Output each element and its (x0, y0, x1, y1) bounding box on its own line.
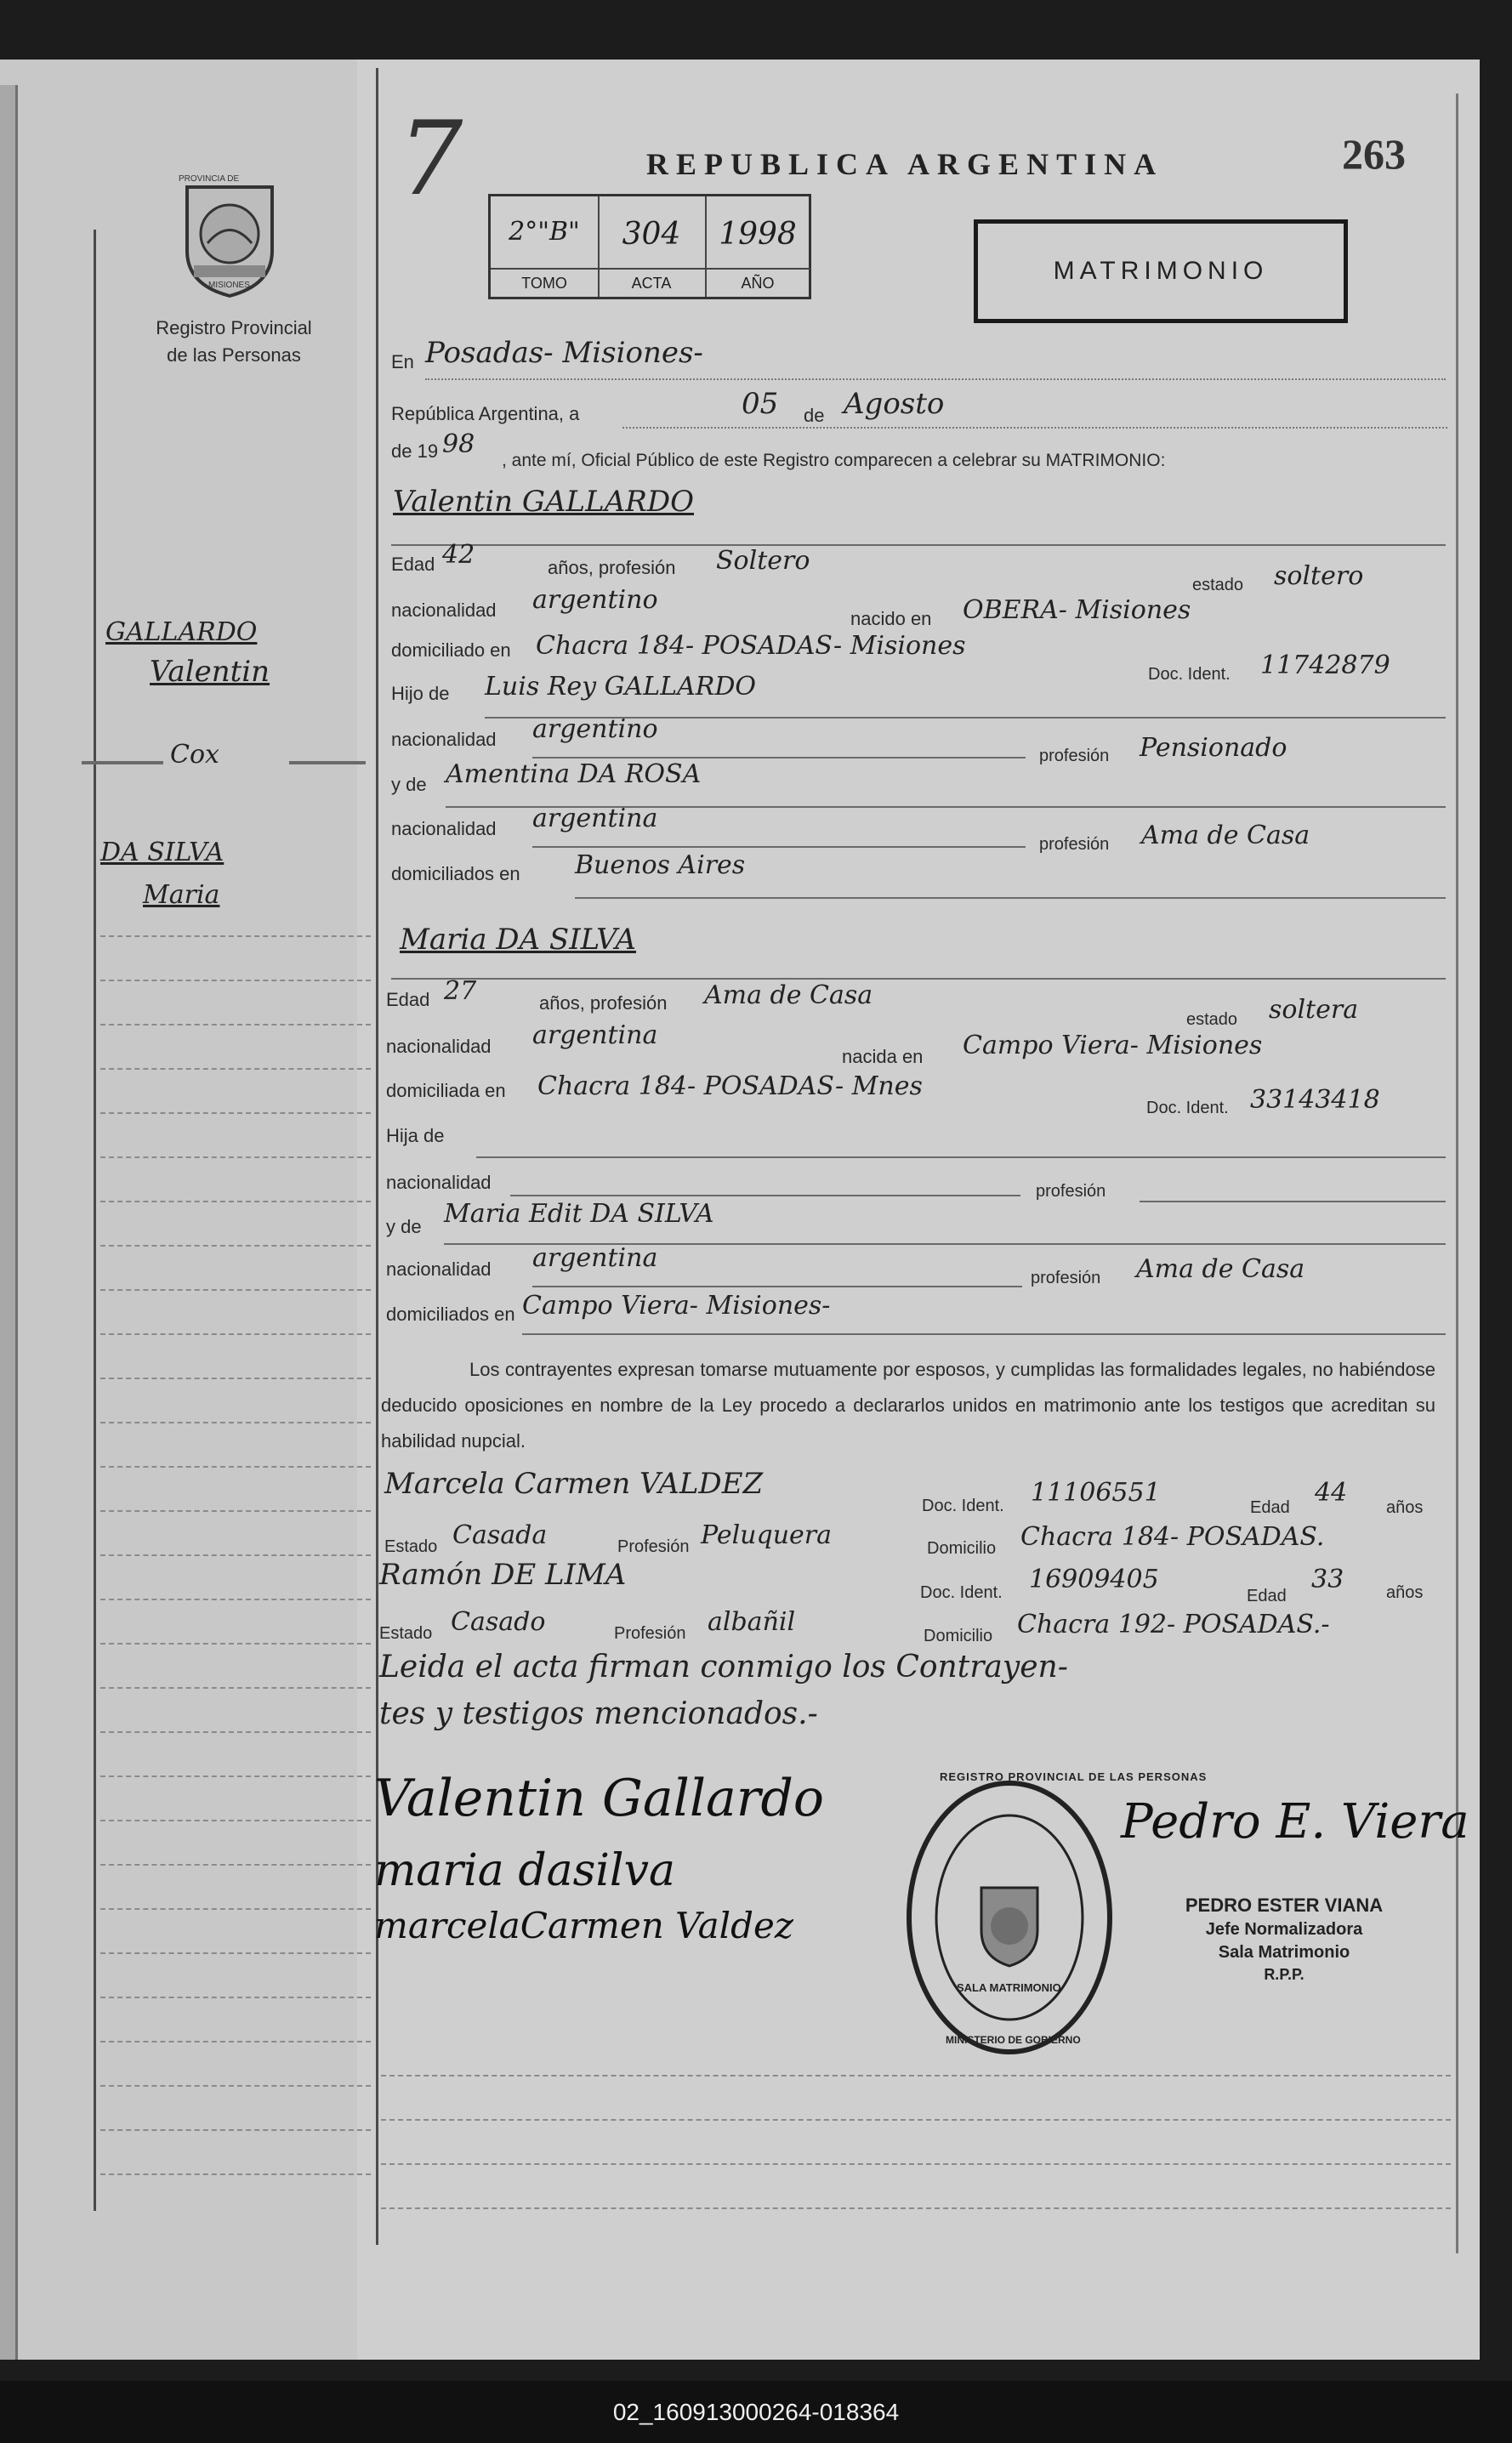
margin-ruled-line (100, 2085, 371, 2087)
witness-2-profession: albañil (708, 1607, 796, 1637)
margin-ruled-line (100, 1731, 371, 1733)
margin-ruled-line (100, 1289, 371, 1291)
groom-mother-yde-label: y de (391, 774, 427, 795)
reference-box (488, 194, 811, 299)
bride-nationality: argentina (532, 1020, 658, 1050)
month-value: Agosto (844, 387, 945, 421)
margin-ruled-line (100, 1333, 371, 1335)
groom-doc-id: 11742879 (1260, 651, 1390, 680)
witness-2-status: Casado (451, 1607, 546, 1637)
folio-mark: 7 (398, 100, 463, 219)
bride-mother-profession: Ama de Casa (1136, 1254, 1305, 1284)
page-binding-edge (0, 85, 18, 2360)
margin-ruled-line (100, 2041, 371, 2042)
declaration-text (381, 1352, 1435, 1459)
groom-father-nationality: argentino (532, 714, 658, 744)
margin-ruled-line (100, 1024, 371, 1025)
country-heading: REPUBLICA ARGENTINA (646, 147, 1164, 181)
bride-father-prof-rule (1140, 1201, 1446, 1202)
margin-ruled-line (100, 1422, 371, 1423)
margin-ruled-line (100, 1378, 371, 1379)
groom-edad-label: Edad (391, 554, 435, 575)
bride-mother-nationality: argentina (532, 1243, 658, 1273)
witness-1-anos-label: años (1386, 1498, 1424, 1517)
margin-ruled-line (100, 935, 371, 937)
groom-nacionalidad-label: nacionalidad (391, 599, 497, 621)
groom-doc-label: Doc. Ident. (1148, 665, 1231, 684)
witness-1-status: Casada (452, 1520, 548, 1550)
tomo-value: 2°"B" (509, 217, 580, 247)
bride-doc-id: 33143418 (1250, 1085, 1380, 1115)
witness-2-anos-label: años (1386, 1583, 1424, 1602)
bride-doc-label: Doc. Ident. (1146, 1099, 1229, 1117)
bride-nacionalidad-label: nacionalidad (386, 1036, 492, 1057)
groom-nacido-label: nacido en (850, 608, 932, 629)
margin-ruled-line (100, 2173, 371, 2175)
acta-cell (598, 196, 707, 297)
year-suffix: 98 (442, 429, 475, 459)
margin-bride-surname: DA SILVA (100, 838, 225, 867)
place-line (425, 378, 1446, 380)
groom-estado-label: estado (1192, 576, 1244, 594)
groom-parents-domiciliados-label: domiciliados en (391, 863, 520, 884)
bride-edad-label: Edad (386, 989, 430, 1010)
closing-note-1: Leida el acta firman conmigo los Contrayen- (379, 1650, 1068, 1685)
de-label: de (804, 405, 825, 426)
groom-father: Luis Rey GALLARDO (485, 672, 756, 702)
witness-2-estado-label: Estado (379, 1624, 433, 1643)
margin-ruled-line (100, 1864, 371, 1866)
bride-father-profesion-label: profesión (1036, 1182, 1106, 1201)
margin-rule-left (94, 230, 96, 2211)
witness-1-doc-label: Doc. Ident. (922, 1497, 1004, 1515)
bride-hija-label: Hija de (386, 1125, 445, 1146)
margin-ruled-line (100, 1554, 371, 1556)
margin-ruled-line (100, 1908, 371, 1910)
witness-1-doc-id: 11106551 (1031, 1478, 1161, 1508)
groom-profession: Soltero (716, 546, 810, 576)
bride-birthplace: Campo Viera- Misiones (963, 1031, 1263, 1060)
closing-note-2: tes y testigos mencionados.- (379, 1696, 818, 1731)
groom-mother-nacionalidad-label: nacionalidad (391, 818, 497, 839)
margin-connector: Cox (170, 740, 219, 770)
groom-name: Valentin GALLARDO (393, 485, 694, 519)
groom-mother-profesion-label: profesión (1039, 835, 1110, 854)
margin-ruled-line (100, 980, 371, 981)
groom-address: Chacra 184- POSADAS- Misiones (536, 631, 966, 661)
witness-1-address: Chacra 184- POSADAS. (1020, 1522, 1325, 1552)
acta-label: ACTA (598, 268, 705, 297)
witness-2-age: 33 (1311, 1565, 1344, 1594)
groom-nationality: argentino (532, 585, 658, 615)
day-line (622, 427, 1447, 429)
witness-1-profesion-label: Profesión (617, 1537, 690, 1556)
margin-ruled-line (100, 1687, 371, 1689)
bride-mother-yde-label: y de (386, 1216, 422, 1237)
page-number: 263 (1342, 130, 1406, 178)
signature-officer: Pedro E. Viera (1121, 1794, 1469, 1849)
groom-hijo-label: Hijo de (391, 683, 450, 704)
witness-2-address: Chacra 192- POSADAS.- (1017, 1610, 1330, 1639)
bride-domiciliada-label: domiciliada en (386, 1080, 506, 1101)
province-seal (170, 170, 289, 298)
margin-connector-right (289, 761, 366, 764)
groom-marital-status: soltero (1274, 561, 1364, 591)
document-type-box: MATRIMONIO (974, 219, 1348, 323)
witness-1-profession: Peluquera (701, 1520, 833, 1550)
witness-1-edad-label: Edad (1250, 1498, 1290, 1517)
tomo-cell (491, 196, 600, 297)
round-stamp-center-text: SALA MATRIMONIO (957, 1981, 1061, 1994)
margin-ruled-line (100, 1643, 371, 1645)
margin-ruled-line (100, 1466, 371, 1468)
groom-mother-nat-rule (532, 846, 1026, 848)
witness-2-edad-label: Edad (1247, 1587, 1287, 1605)
main-ruled-line (381, 2207, 1451, 2209)
margin-groom-first: Valentin (150, 655, 270, 689)
main-ruled-line (381, 2119, 1451, 2121)
bride-address: Chacra 184- POSADAS- Mnes (537, 1071, 923, 1101)
witness-2-doc-label: Doc. Ident. (920, 1583, 1003, 1602)
officer-stamp (1157, 1895, 1412, 1984)
witness-1-estado-label: Estado (384, 1537, 438, 1556)
bride-mother-profesion-label: profesión (1031, 1269, 1101, 1287)
main-ruled-line (381, 2163, 1451, 2165)
officer-stamp-line3: Sala Matrimonio (1218, 1943, 1350, 1962)
declaration-body: Los contrayentes expresan tomarse mutuamente por esposos, y cumplidas las formalidades legales, no habiéndose deducido oposiciones en nombre de la Ley procedo a declararlos unidos en matrimonio ante los testigos que acreditan su habilidad nupcial. (381, 1359, 1435, 1452)
ano-label: AÑO (705, 268, 810, 297)
bride-mother-nacionalidad-label: nacionalidad (386, 1258, 492, 1280)
republica-label: República Argentina, a (391, 403, 580, 424)
groom-name-rule (391, 544, 1446, 546)
bride-mother-nat-rule (532, 1286, 1022, 1287)
bride-age: 27 (444, 976, 477, 1006)
margin-ruled-line (100, 1201, 371, 1202)
groom-parents-rule (575, 897, 1446, 899)
bride-parents-rule (522, 1333, 1446, 1335)
round-stamp-bottom-text: MINISTERIO DE GOBIERNO (946, 2034, 1081, 2046)
margin-ruled-line (100, 1112, 371, 1114)
signature-groom: Valentin Gallardo (374, 1769, 825, 1828)
officer-stamp-line4: R.P.P. (1264, 1966, 1305, 1983)
registry-round-stamp (903, 1777, 1116, 2058)
bride-parents-address: Campo Viera- Misiones- (522, 1291, 831, 1321)
margin-ruled-line (100, 1599, 371, 1600)
bride-father-rule (476, 1156, 1446, 1158)
ano-value: 1998 (719, 217, 797, 252)
groom-mother: Amentina DA ROSA (446, 759, 702, 789)
margin-bride-first: Maria (143, 880, 220, 910)
round-stamp-ring-text: REGISTRO PROVINCIAL DE LAS PERSONAS (940, 1770, 1208, 1783)
bride-father-nat-rule (510, 1195, 1020, 1196)
groom-parents-address: Buenos Aires (575, 850, 746, 880)
bride-nacida-label: nacida en (842, 1046, 924, 1067)
bride-name-rule (391, 978, 1446, 980)
witness-1-domicilio-label: Domicilio (927, 1539, 997, 1558)
margin-ruled-line (100, 1068, 371, 1070)
registry-name-line1: Registro Provincial (156, 317, 312, 338)
margin-ruled-line (100, 1156, 371, 1158)
bride-parents-domiciliados-label: domiciliados en (386, 1304, 515, 1325)
image-code-footer: 02_160913000264-018364 (0, 2381, 1512, 2443)
province-seal-bottom-text: MISIONES (208, 281, 250, 290)
margin-ruled-line (100, 2129, 371, 2131)
main-ruled-line (381, 2075, 1451, 2077)
margin-ruled-line (100, 1245, 371, 1247)
bride-profession: Ama de Casa (704, 980, 873, 1010)
groom-birthplace: OBERA- Misiones (963, 595, 1191, 625)
registry-name (111, 315, 357, 369)
bride-marital-status: soltera (1269, 995, 1359, 1025)
bride-father-nacionalidad-label: nacionalidad (386, 1172, 492, 1193)
groom-mother-nationality: argentina (532, 804, 658, 833)
officer-stamp-line1: PEDRO ESTER VIANA (1185, 1895, 1384, 1916)
groom-father-nat-rule (532, 757, 1026, 758)
margin-ruled-line (100, 1820, 371, 1821)
margin-ruled-line (100, 1510, 371, 1512)
witness-1-age: 44 (1315, 1478, 1348, 1508)
groom-father-nacionalidad-label: nacionalidad (391, 729, 497, 750)
groom-age: 42 (442, 540, 475, 570)
margin-ruled-line (100, 1775, 371, 1777)
year-prefix: de 19 (391, 440, 439, 462)
bride-mother: Maria Edit DA SILVA (444, 1199, 714, 1229)
intro-statement: , ante mí, Oficial Público de este Registro comparecen a celebrar su MATRIMONIO: (502, 451, 1166, 470)
day-value: 05 (742, 387, 779, 421)
groom-anos-profesion-label: años, profesión (548, 557, 676, 578)
margin-connector-left (82, 761, 163, 764)
signature-bride: maria dasilva (374, 1845, 675, 1896)
witness-1-name: Marcela Carmen VALDEZ (384, 1467, 764, 1501)
groom-mother-profession: Ama de Casa (1141, 821, 1310, 850)
place-value: Posadas- Misiones- (425, 336, 703, 370)
margin-column (0, 60, 357, 2360)
tomo-label: TOMO (491, 268, 598, 297)
en-label: En (391, 351, 414, 372)
registry-name-line2: de las Personas (167, 344, 301, 366)
province-seal-top-text: PROVINCIA DE (179, 174, 240, 184)
groom-domiciliado-label: domiciliado en (391, 639, 511, 661)
bride-anos-profesion-label: años, profesión (539, 992, 668, 1014)
bride-name: Maria DA SILVA (400, 923, 636, 957)
margin-ruled-line (100, 1997, 371, 1998)
officer-stamp-line2: Jefe Normalizadora (1205, 1920, 1363, 1939)
groom-father-profesion-label: profesión (1039, 747, 1110, 765)
acta-value: 304 (622, 217, 681, 252)
witness-2-name: Ramón DE LIMA (379, 1558, 627, 1592)
margin-ruled-line (100, 1952, 371, 1954)
witness-2-domicilio-label: Domicilio (924, 1627, 993, 1645)
witness-2-doc-id: 16909405 (1029, 1565, 1159, 1594)
witness-2-profesion-label: Profesión (614, 1624, 686, 1643)
signature-witness: marcelaCarmen Valdez (374, 1905, 793, 1946)
bride-estado-label: estado (1186, 1010, 1238, 1029)
groom-father-profession: Pensionado (1140, 733, 1287, 763)
margin-rule-right (1456, 94, 1458, 2253)
margin-groom-surname: GALLARDO (105, 617, 258, 647)
ano-cell (705, 196, 810, 297)
